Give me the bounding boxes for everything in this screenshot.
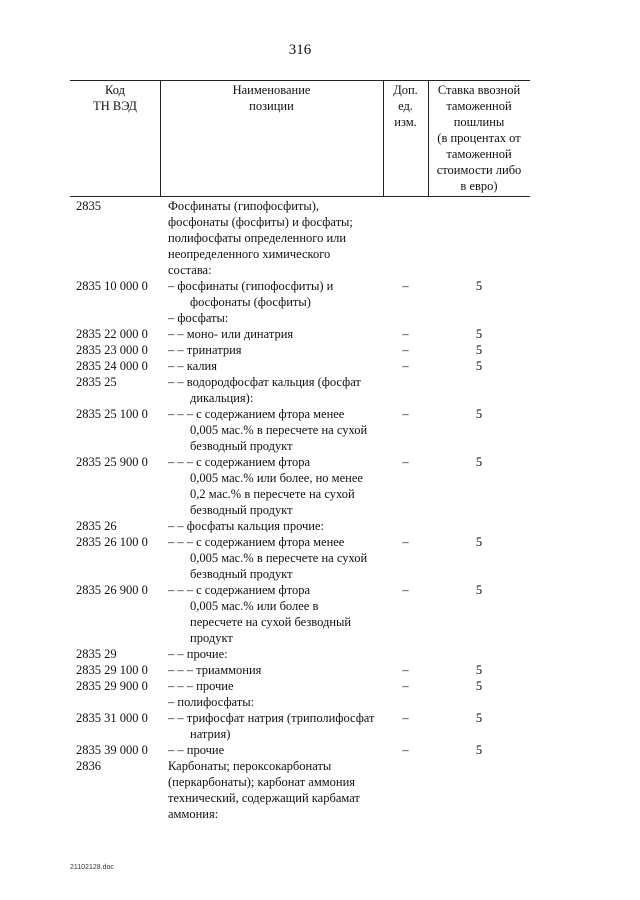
item-description (168, 278, 383, 310)
description-line: – – прочие: (168, 647, 228, 661)
duty-rate: 5 (475, 327, 483, 341)
description-line: – – калия (168, 359, 217, 373)
table-row (0, 534, 640, 582)
supplementary-unit: – (402, 743, 409, 757)
duty-rate: 5 (475, 359, 483, 373)
description-line: 0,2 мас.% в пересчете на сухой (190, 487, 355, 501)
header-code (70, 82, 160, 114)
description-line: – – моно- или динатрия (168, 327, 294, 341)
table-header-rule (70, 196, 530, 197)
description-line: аммония: (168, 807, 219, 821)
item-description (168, 694, 383, 710)
supplementary-unit: – (402, 455, 409, 469)
hs-code: 2835 26 (76, 519, 117, 533)
header-rate-line: (в процентах от (437, 131, 521, 145)
hs-code: 2835 (76, 199, 101, 213)
supplementary-unit: – (402, 343, 409, 357)
item-description (168, 454, 383, 518)
description-line: – – фосфаты кальция прочие: (168, 519, 325, 533)
table-top-rule (70, 80, 530, 81)
hs-code: 2835 24 000 0 (76, 359, 148, 373)
header-rate (428, 82, 530, 194)
header-unit-line: Доп. (393, 83, 418, 97)
description-line: – – – с содержанием фтора (168, 583, 310, 597)
supplementary-unit: – (402, 583, 409, 597)
description-line: (перкарбонаты); карбонат аммония (168, 775, 356, 789)
header-rate-line: Ставка ввозной (437, 83, 521, 97)
description-line: – – – с содержанием фтора менее (168, 535, 345, 549)
item-description (168, 518, 383, 534)
description-line: пересчете на сухой безводный (190, 615, 352, 629)
table-row (0, 758, 640, 822)
hs-code: 2835 22 000 0 (76, 327, 148, 341)
hs-code: 2835 29 (76, 647, 117, 661)
supplementary-unit: – (402, 711, 409, 725)
description-line: 0,005 мас.% или более в (190, 599, 319, 613)
description-line: – – трифосфат натрия (триполифосфат (168, 711, 375, 725)
description-line: – – – триаммония (168, 663, 262, 677)
table-row (0, 646, 640, 662)
table-row (0, 678, 640, 694)
duty-rate: 5 (475, 663, 483, 677)
description-line: Карбонаты; пероксокарбонаты (168, 759, 332, 773)
description-line: безводный продукт (190, 439, 293, 453)
description-line: технический, содержащий карбамат (168, 791, 360, 805)
item-description (168, 358, 383, 374)
description-line: – фосфинаты (гипофосфиты) и (168, 279, 334, 293)
item-description (168, 742, 383, 758)
header-rate-line: таможенной (446, 147, 512, 161)
header-unit-line: изм. (394, 115, 417, 129)
description-line: 0,005 мас.% в пересчете на сухой (190, 423, 368, 437)
item-description (168, 582, 383, 646)
description-line: продукт (190, 631, 233, 645)
table-row (0, 198, 640, 278)
hs-code: 2835 31 000 0 (76, 711, 148, 725)
header-rate-line: таможенной (446, 99, 512, 113)
duty-rate: 5 (475, 535, 483, 549)
supplementary-unit: – (402, 359, 409, 373)
table-row (0, 662, 640, 678)
table-row (0, 454, 640, 518)
item-description (168, 758, 383, 822)
item-description (168, 310, 383, 326)
description-line: фосфонаты (фосфиты) (190, 295, 311, 309)
duty-rate: 5 (475, 407, 483, 421)
page-number: 316 (288, 42, 312, 58)
duty-rate: 5 (475, 583, 483, 597)
supplementary-unit: – (402, 535, 409, 549)
duty-rate: 5 (475, 743, 483, 757)
table-row (0, 358, 640, 374)
item-description (168, 374, 383, 406)
item-description (168, 198, 383, 278)
description-line: – – тринатрия (168, 343, 242, 357)
description-line: – – прочие (168, 743, 225, 757)
description-line: – фосфаты: (168, 311, 229, 325)
hs-code: 2835 26 100 0 (76, 535, 148, 549)
item-description (168, 406, 383, 454)
item-description (168, 342, 383, 358)
description-line: натрия) (190, 727, 231, 741)
header-code-line: ТН ВЭД (93, 99, 137, 113)
duty-rate: 5 (475, 343, 483, 357)
table-row (0, 694, 640, 710)
description-line: безводный продукт (190, 503, 293, 517)
item-description (168, 646, 383, 662)
table-row (0, 582, 640, 646)
supplementary-unit: – (402, 663, 409, 677)
description-line: состава: (168, 263, 212, 277)
duty-rate: 5 (475, 711, 483, 725)
supplementary-unit: – (402, 679, 409, 693)
hs-code: 2835 25 (76, 375, 117, 389)
hs-code: 2835 29 900 0 (76, 679, 148, 693)
item-description (168, 326, 383, 342)
description-line: неопределенного химического (168, 247, 331, 261)
hs-code: 2835 23 000 0 (76, 343, 148, 357)
header-name-line: Наименование (232, 83, 311, 97)
table-row (0, 374, 640, 406)
description-line: безводный продукт (190, 567, 293, 581)
hs-code: 2835 25 900 0 (76, 455, 148, 469)
table-row (0, 326, 640, 342)
hs-code: 2835 29 100 0 (76, 663, 148, 677)
supplementary-unit: – (402, 279, 409, 293)
description-line: – – водородфосфат кальция (фосфат (168, 375, 361, 389)
table-row (0, 278, 640, 310)
hs-code: 2836 (76, 759, 101, 773)
table-row (0, 310, 640, 326)
table-row (0, 342, 640, 358)
header-code-line: Код (105, 83, 125, 97)
table-row (0, 742, 640, 758)
hs-code: 2835 25 100 0 (76, 407, 148, 421)
description-line: фосфонаты (фосфиты) и фосфаты; (168, 215, 353, 229)
description-line: – – – с содержанием фтора менее (168, 407, 345, 421)
header-rate-line: в евро) (460, 179, 498, 193)
item-description (168, 710, 383, 742)
item-description (168, 662, 383, 678)
tariff-table-body (0, 198, 640, 822)
duty-rate: 5 (475, 279, 483, 293)
table-row (0, 406, 640, 454)
description-line: 0,005 мас.% в пересчете на сухой (190, 551, 368, 565)
description-line: – – – с содержанием фтора (168, 455, 310, 469)
item-description (168, 534, 383, 582)
header-rate-line: пошлины (453, 115, 505, 129)
description-line: – – – прочие (168, 679, 234, 693)
header-unit-line: ед. (398, 99, 413, 113)
duty-rate: 5 (475, 455, 483, 469)
description-line: – полифосфаты: (168, 695, 255, 709)
hs-code: 2835 39 000 0 (76, 743, 148, 757)
hs-code: 2835 26 900 0 (76, 583, 148, 597)
header-name-line: позиции (249, 99, 294, 113)
document-filename: 21102128.doc (70, 864, 114, 871)
supplementary-unit: – (402, 407, 409, 421)
supplementary-unit: – (402, 327, 409, 341)
description-line: дикальция): (190, 391, 254, 405)
header-rate-line: стоимости либо (436, 163, 522, 177)
table-row (0, 518, 640, 534)
hs-code: 2835 10 000 0 (76, 279, 148, 293)
duty-rate: 5 (475, 679, 483, 693)
description-line: Фосфинаты (гипофосфиты), (168, 199, 320, 213)
table-row (0, 710, 640, 742)
description-line: 0,005 мас.% или более, но менее (190, 471, 363, 485)
item-description (168, 678, 383, 694)
header-name (160, 82, 383, 114)
description-line: полифосфаты определенного или (168, 231, 347, 245)
header-unit (383, 82, 428, 130)
